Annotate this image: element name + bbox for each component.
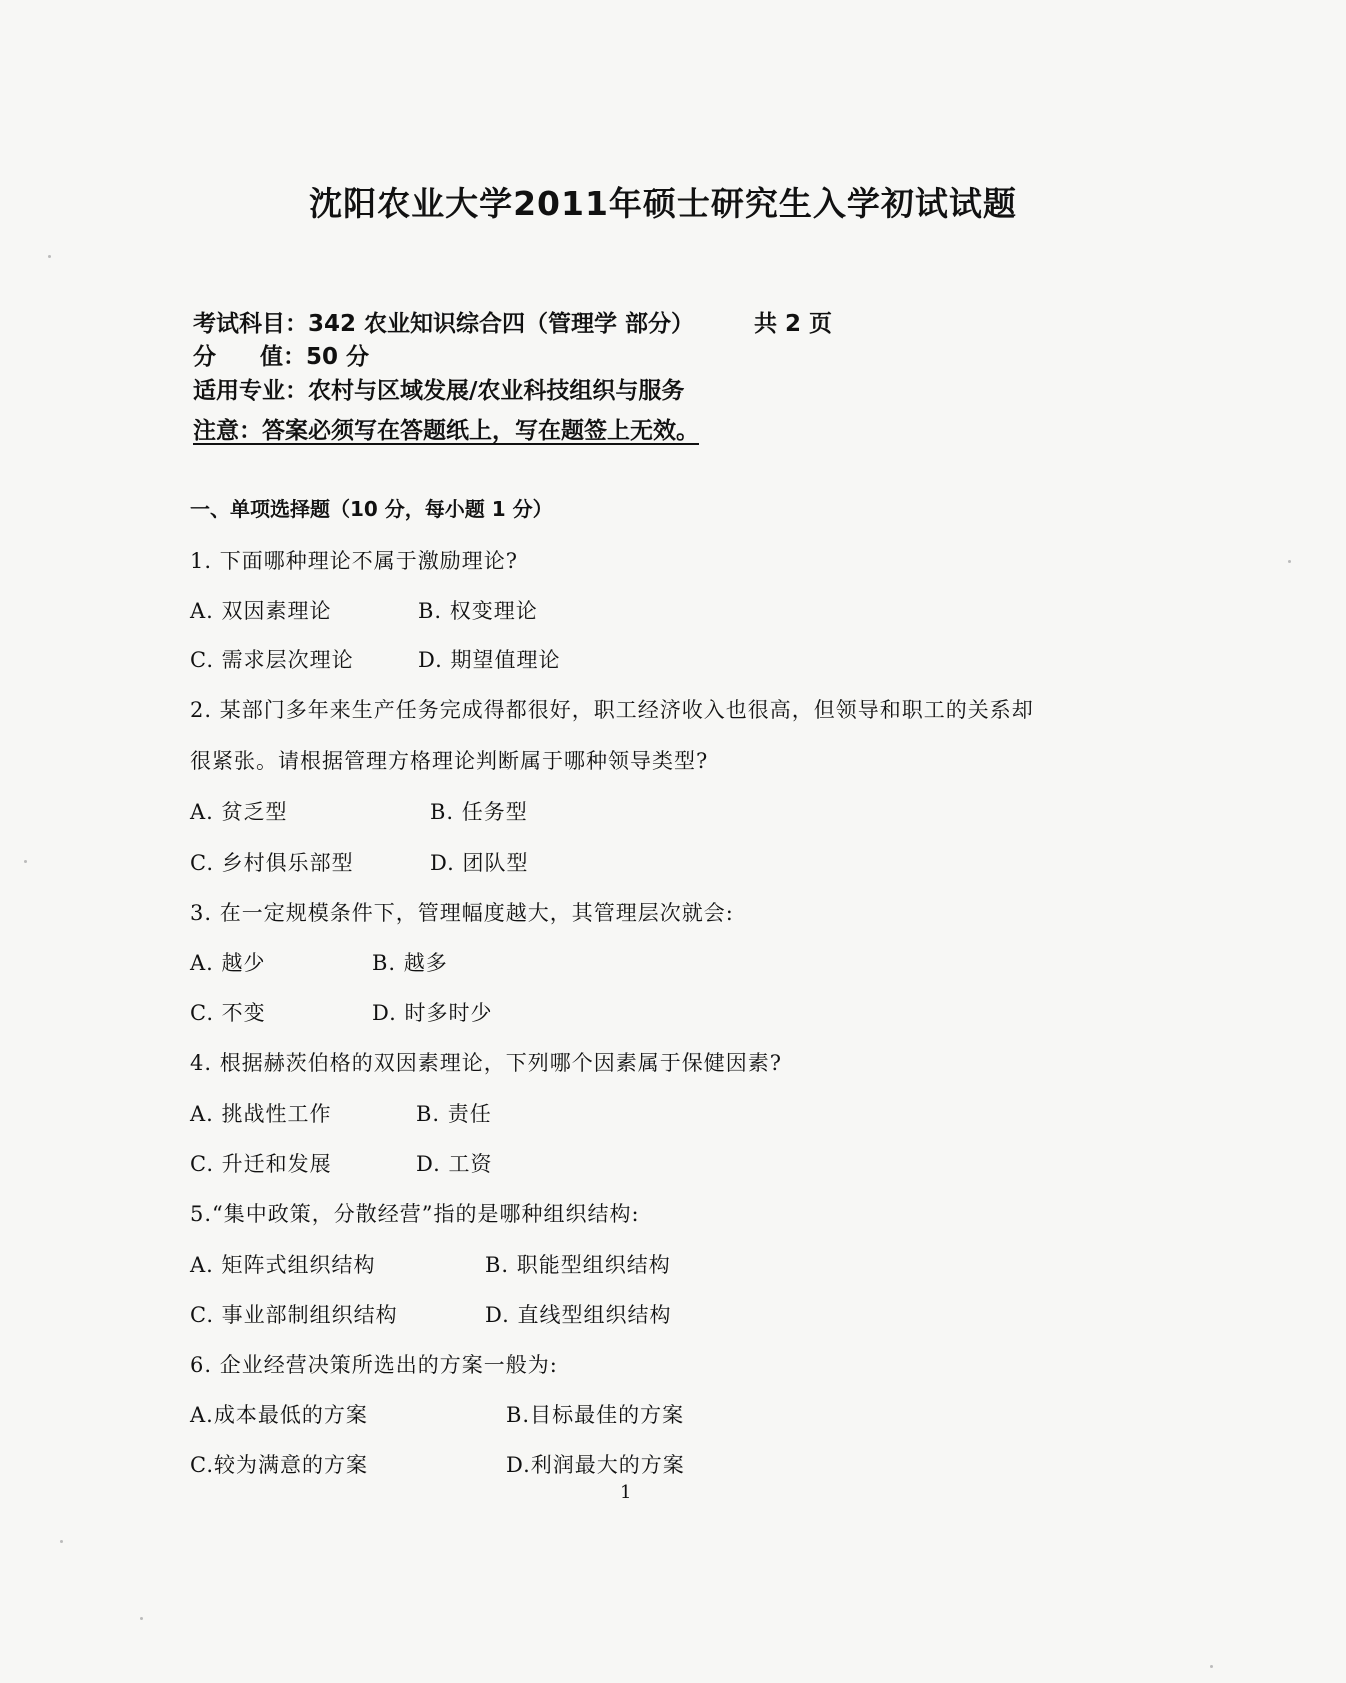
option: A. 矩阵式组织结构: [190, 1253, 376, 1277]
applicable-major: 适用专业：农村与区域发展/农业科技组织与服务: [193, 378, 685, 404]
question-stem-continued: 很紧张。请根据管理方格理论判断属于哪种领导类型?: [190, 749, 709, 773]
scan-speck: [24, 860, 27, 863]
score-label: 分: [193, 344, 216, 370]
scan-speck: [48, 255, 51, 258]
option: C. 事业部制组织结构: [190, 1303, 398, 1327]
option: C. 升迁和发展: [190, 1152, 332, 1176]
scan-speck: [140, 1617, 143, 1620]
option: B. 权变理论: [418, 599, 538, 623]
page-number: 1: [620, 1482, 632, 1503]
option: A. 越少: [190, 951, 266, 975]
question-stem: 5.“集中政策，分散经营”指的是哪种组织结构:: [190, 1202, 640, 1226]
score-value: 值：50 分: [260, 344, 370, 370]
exam-subject-line: [193, 305, 832, 338]
option: C. 不变: [190, 1001, 266, 1025]
exam-subject: 考试科目：342 农业知识综合四（管理学 部分）: [193, 311, 695, 337]
question-stem: 6. 企业经营决策所选出的方案一般为:: [190, 1353, 558, 1377]
score-line: [193, 338, 369, 371]
question-stem: 1. 下面哪种理论不属于激励理论?: [190, 549, 518, 573]
option: B. 任务型: [430, 800, 528, 824]
option: D. 团队型: [430, 851, 529, 875]
scan-speck: [1288, 560, 1291, 563]
option: B. 越多: [372, 951, 448, 975]
option: A. 双因素理论: [190, 599, 332, 623]
option: C. 乡村俱乐部型: [190, 851, 354, 875]
option: B.目标最佳的方案: [506, 1403, 685, 1427]
option: A.成本最低的方案: [190, 1403, 368, 1427]
option: D. 直线型组织结构: [485, 1303, 672, 1327]
option: C.较为满意的方案: [190, 1453, 368, 1477]
option: B. 职能型组织结构: [485, 1253, 671, 1277]
scan-speck: [1210, 1665, 1213, 1668]
scan-speck: [60, 1540, 63, 1543]
option: B. 责任: [416, 1102, 492, 1126]
option: D. 时多时少: [372, 1001, 493, 1025]
question-stem: 3. 在一定规模条件下，管理幅度越大，其管理层次就会:: [190, 901, 734, 925]
question-stem: 4. 根据赫茨伯格的双因素理论，下列哪个因素属于保健因素?: [190, 1051, 782, 1075]
option: C. 需求层次理论: [190, 648, 354, 672]
option: D. 期望值理论: [418, 648, 561, 672]
answer-notice: 注意：答案必须写在答题纸上，写在题签上无效。: [193, 418, 699, 444]
exam-title: 沈阳农业大学2011年硕士研究生入学初试试题: [309, 184, 1017, 223]
option: D. 工资: [416, 1152, 493, 1176]
option: A. 挑战性工作: [190, 1102, 332, 1126]
question-stem: 2. 某部门多年来生产任务完成得都很好，职工经济收入也很高，但领导和职工的关系却: [190, 698, 1034, 722]
section-heading: 一、单项选择题（10 分，每小题 1 分）: [190, 497, 553, 521]
page-count: 共 2 页: [754, 311, 833, 337]
option: D.利润最大的方案: [506, 1453, 685, 1477]
option: A. 贫乏型: [190, 800, 288, 824]
